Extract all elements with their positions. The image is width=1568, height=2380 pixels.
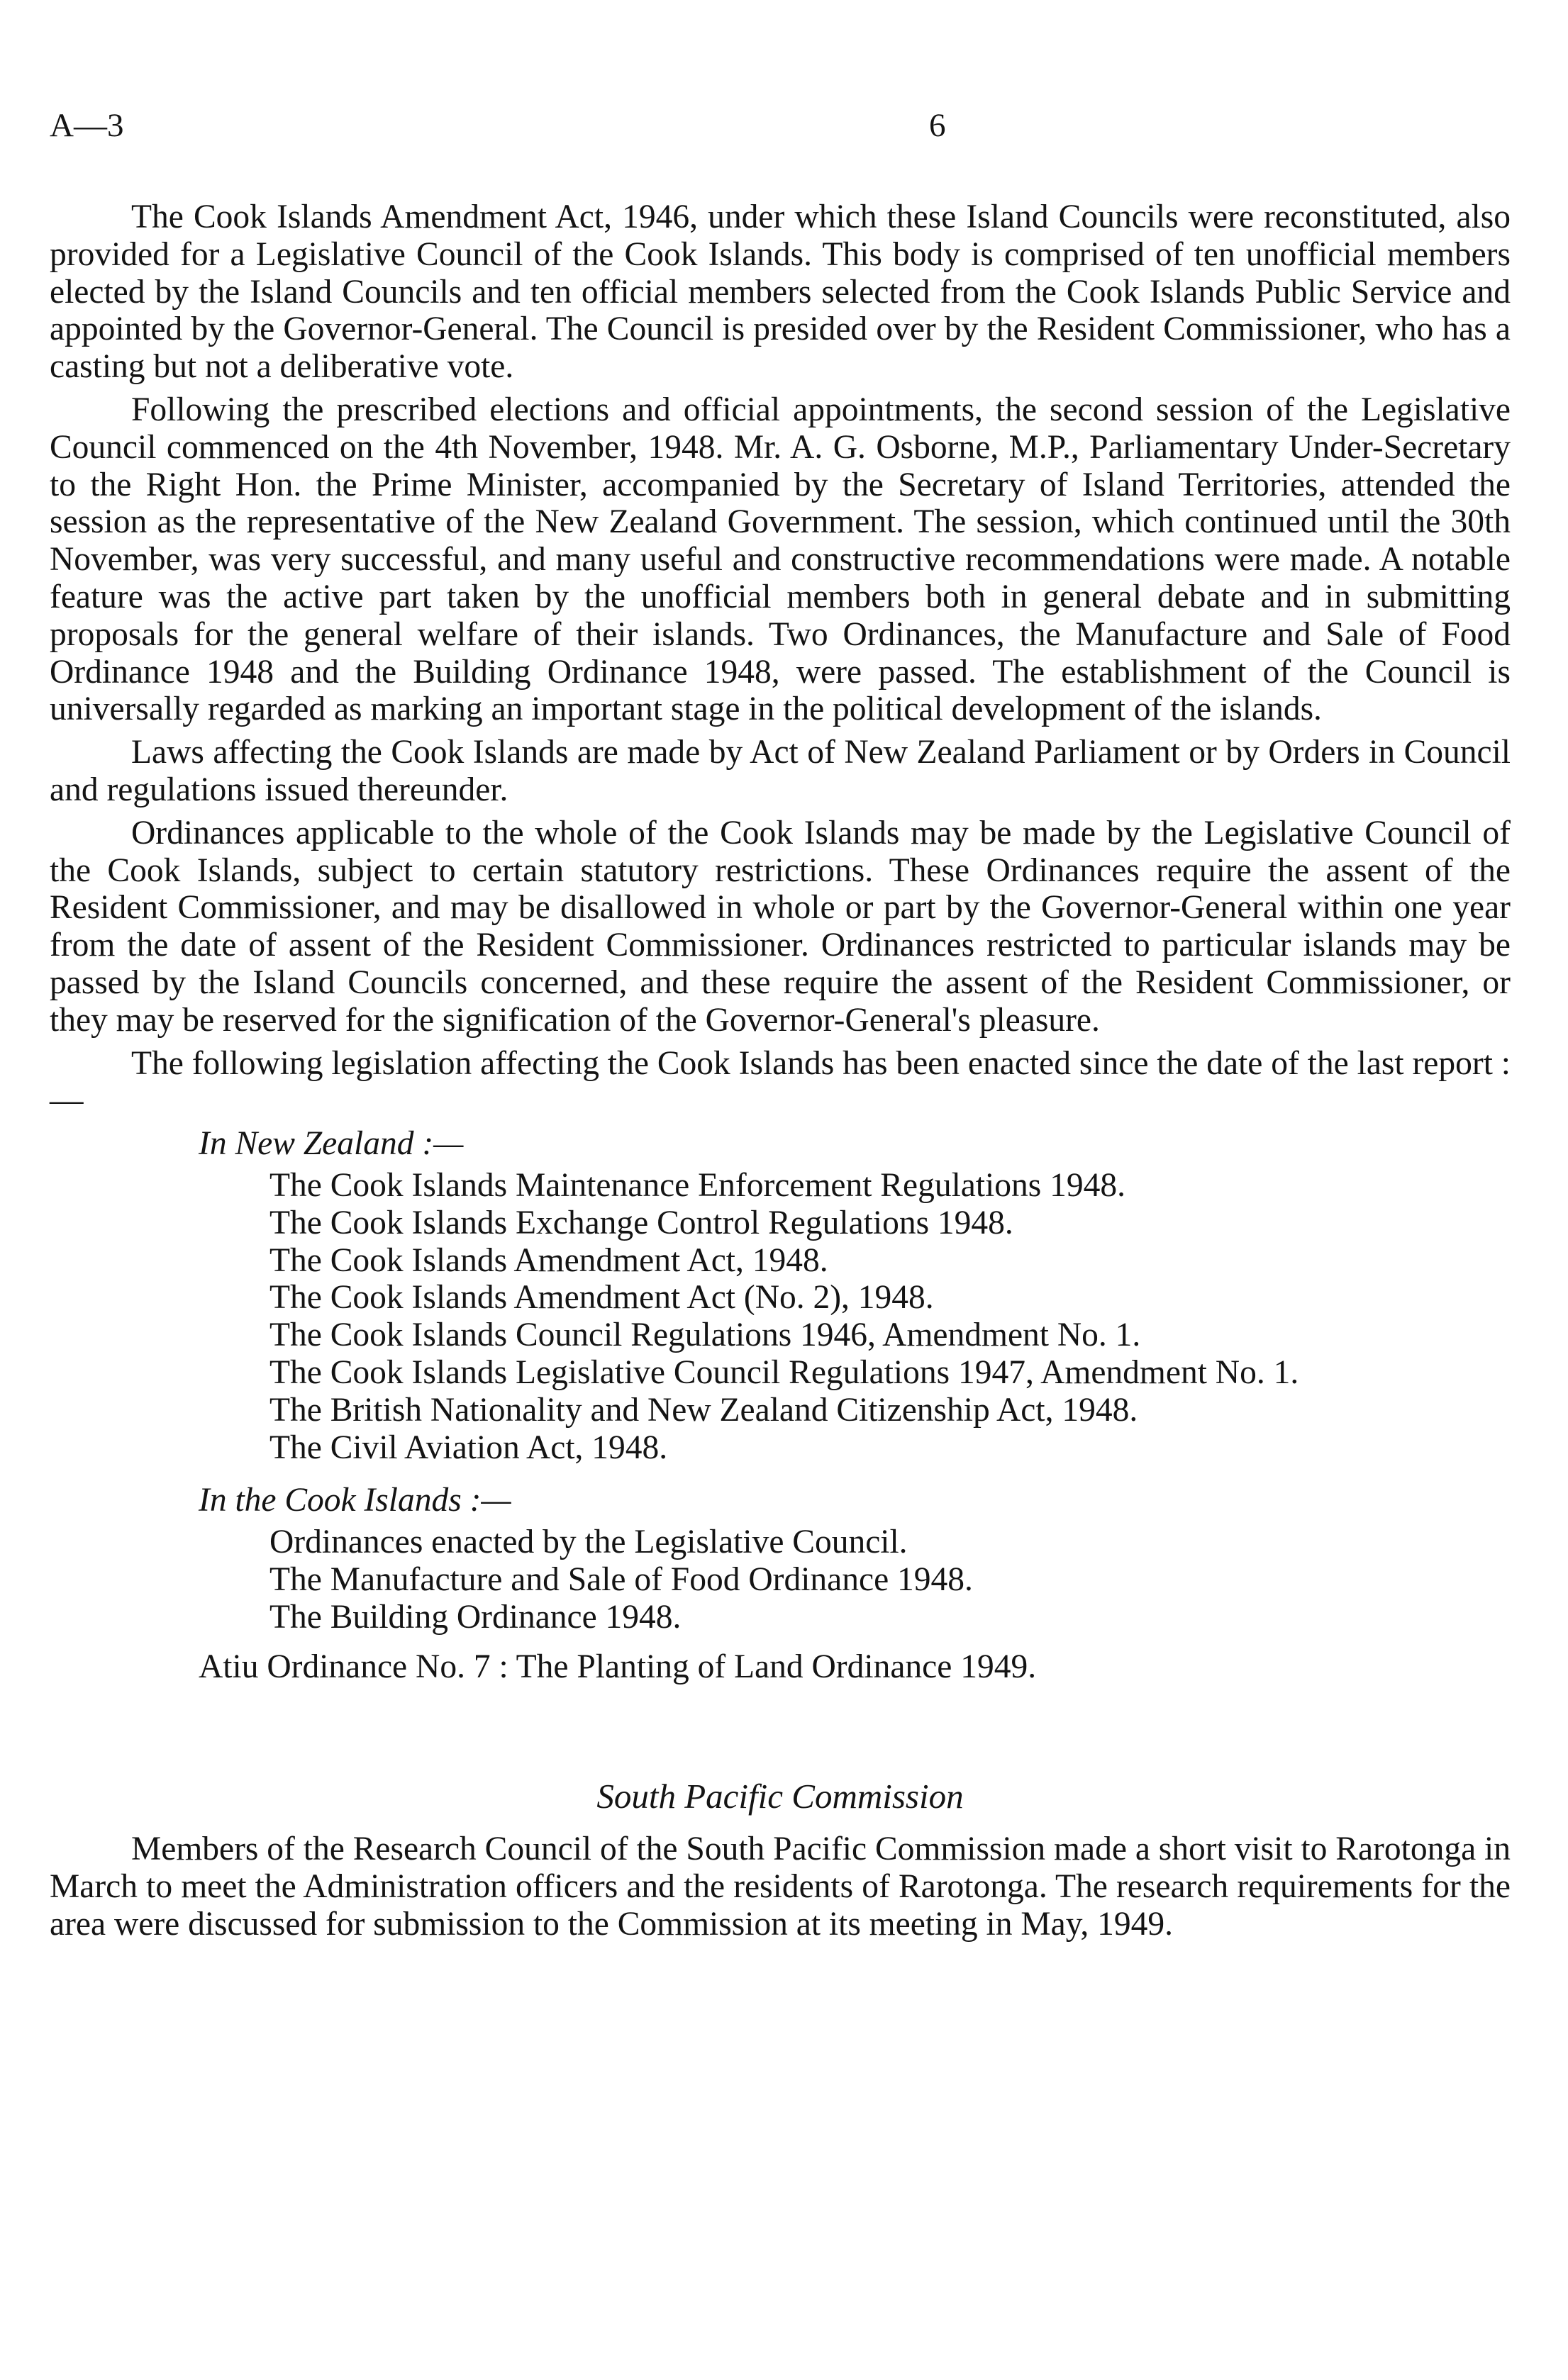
page-number: 6 xyxy=(929,107,946,144)
list-item: Ordinances enacted by the Legislative Council. xyxy=(269,1524,908,1561)
list-item: The Cook Islands Amendment Act, 1948. xyxy=(269,1241,828,1279)
list-item: The Cook Islands Exchange Control Regulations 1948. xyxy=(269,1204,1013,1241)
section-heading-south-pacific-commission: South Pacific Commission xyxy=(596,1777,964,1816)
list-item: The Cook Islands Amendment Act (No. 2), 1948. xyxy=(269,1279,934,1317)
list-item: The Cook Islands Council Regulations 1946, Amendment No. 1. xyxy=(269,1317,1141,1354)
ci-legislation-list xyxy=(269,1524,1511,1636)
paragraph-research-council: Members of the Research Council of the South Pacific Commission made a short visit to Rarotonga in March to meet the Administration officers and the residents of Rarotonga. The research requirements for the area were discussed for submission to the Commission at its meeting in May, 1949. xyxy=(50,1831,1511,1943)
list-item: The British Nationality and New Zealand Citizenship Act, 1948. xyxy=(269,1391,1138,1429)
list-item: The Civil Aviation Act, 1948. xyxy=(269,1429,668,1466)
running-head xyxy=(50,106,1518,149)
list-item: The Cook Islands Maintenance Enforcement Regulations 1948. xyxy=(269,1166,1125,1204)
paragraph-legislation-intro: The following legislation affecting the Cook Islands has been enacted since the date of the last report :— xyxy=(50,1044,1511,1119)
document-reference: A—3 xyxy=(50,107,124,144)
list-item: The Building Ordinance 1948. xyxy=(269,1598,682,1636)
list-item: The Manufacture and Sale of Food Ordinance 1948. xyxy=(269,1560,973,1598)
nz-legislation-list xyxy=(269,1167,1511,1466)
page-body xyxy=(50,199,1511,1943)
paragraph-laws: Laws affecting the Cook Islands are made by Act of New Zealand Parliament or by Orders in Council and regulations issued thereunder. xyxy=(50,734,1511,808)
paragraph-legislative-council: The Cook Islands Amendment Act, 1946, under which these Island Councils were reconstituted, also provided for a Legislative Council of the Cook Islands. This body is comprised of ten unofficial members elected by the Island Councils and ten official members selected from the Cook Islands Public Service and appointed by the Governor-General. The Council is presided over by the Resident Commissioner, who has a casting but not a deliberative vote. xyxy=(50,199,1511,386)
nz-legislation-heading: In New Zealand :— xyxy=(199,1125,464,1163)
paragraph-ordinances: Ordinances applicable to the whole of the Cook Islands may be made by the Legislative Council of the Cook Islands, subject to certain statutory restrictions. These Ordinances require the assent of the Resident Commissioner, and may be disallowed in whole or part by the Governor-General within one year from the date of assent of the Resident Commissioner. Ordinances restricted to particular islands may be passed by the Island Councils concerned, and these require the assent of the Resident Commissioner, or they may be reserved for the signification of the Governor-General's pleasure. xyxy=(50,814,1511,1039)
atiu-ordinance: Atiu Ordinance No. 7 : The Planting of Land Ordinance 1949. xyxy=(199,1648,1037,1686)
ci-legislation-heading: In the Cook Islands :— xyxy=(199,1482,511,1519)
paragraph-second-session: Following the prescribed elections and official appointments, the second session of the Legislative Council commenced on the 4th November, 1948. Mr. A. G. Osborne, M.P., Parliamentary Under-Secretary to the Right Hon. the Prime Minister, accompanied by the Secretary of Island Territories, attended the session as the representative of the New Zealand Government. The session, which continued until the 30th November, was very successful, and many useful and constructive recommendations were made. A notable feature was the active part taken by the unofficial members both in general debate and in submitting proposals for the general welfare of their islands. Two Ordinances, the Manufacture and Sale of Food Ordinance 1948 and the Building Ordinance 1948, were passed. The establishment of the Council is universally regarded as marking an important stage in the political development of the islands. xyxy=(50,391,1511,728)
list-item: The Cook Islands Legislative Council Regulations 1947, Amendment No. 1. xyxy=(269,1353,1299,1391)
